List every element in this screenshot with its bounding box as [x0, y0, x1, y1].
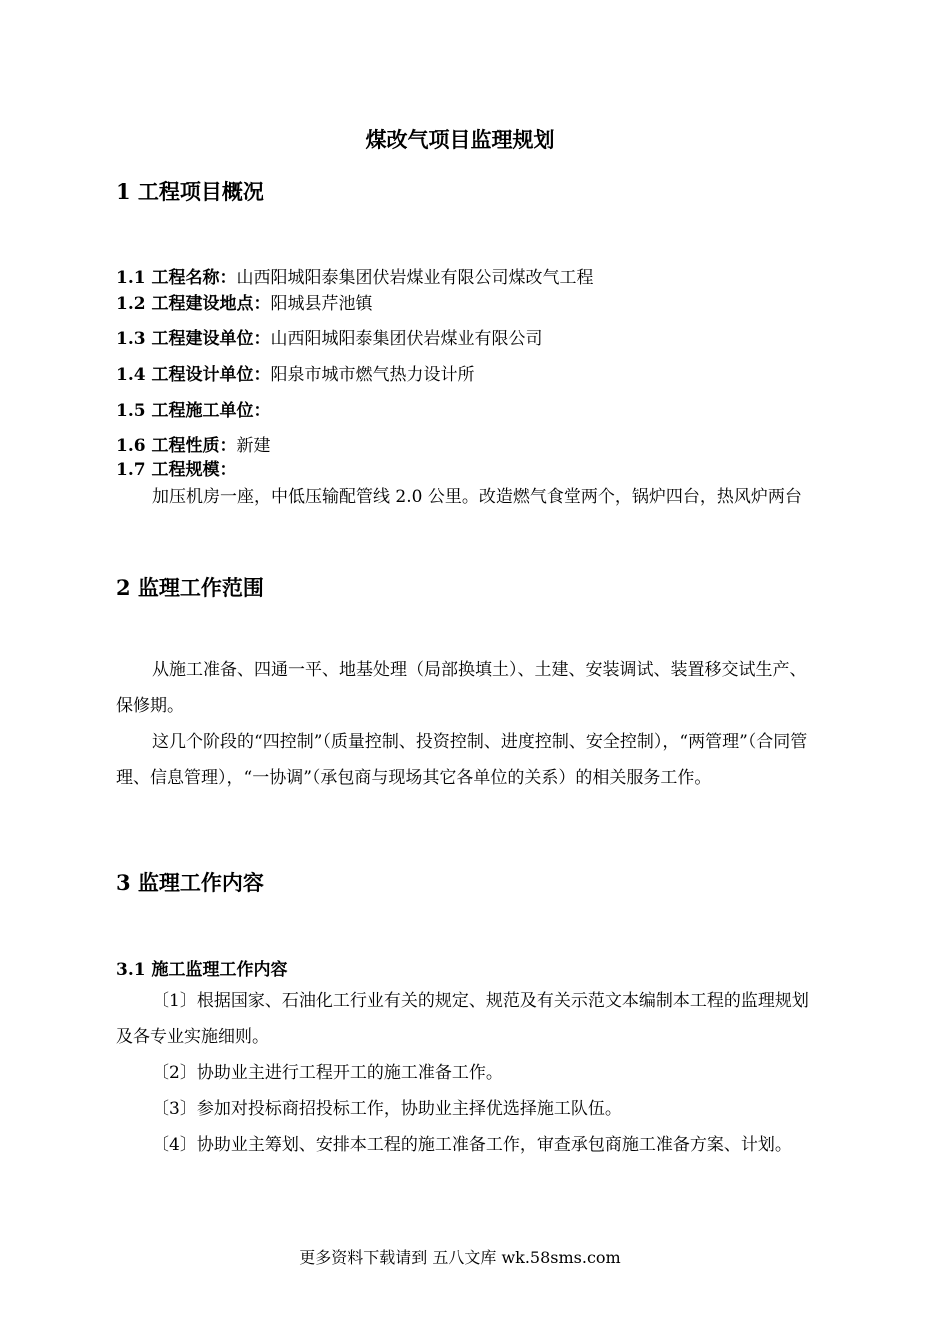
page-footer: 更多资料下载请到 五八文库 wk.58sms.com: [299, 1248, 621, 1267]
overview-line-3: [116, 324, 543, 349]
section-heading-2: 2 监理工作范围: [116, 575, 264, 600]
overview-value: 阳泉市城市燃气热力设计所: [270, 365, 475, 385]
content-item-1: 〔1〕根据国家、石油化工行业有关的规定、规范及有关示范文本编制本工程的监理规划及各专业实施细则。: [116, 991, 809, 1047]
scale-paragraph: 加压机房一座，中低压输配管线 2.0 公里。改造燃气食堂两个，锅炉四台，热风炉两台: [152, 487, 802, 507]
content-item-3: 〔3〕参加对投标商招投标工作，协助业主择优选择施工队伍。: [152, 1099, 622, 1119]
overview-label: 1.2 工程建设地点：: [116, 294, 271, 314]
overview-line-1: [116, 263, 594, 288]
overview-label: 1.7 工程规模：: [116, 460, 237, 480]
overview-line-6: [116, 431, 271, 456]
overview-label: 1.1 工程名称：: [116, 268, 237, 288]
section-heading-1: 1 工程项目概况: [116, 179, 264, 204]
content-item-2: 〔2〕协助业主进行工程开工的施工准备工作。: [152, 1063, 503, 1083]
scope-paragraph-1: 从施工准备、四通一平、地基处理（局部换填土）、土建、安装调试、装置移交试生产、保修期。: [116, 660, 807, 716]
overview-line-7: [116, 455, 237, 480]
subsection-heading-3-1: 3.1 施工监理工作内容: [116, 960, 288, 980]
content-item-4: 〔4〕协助业主筹划、安排本工程的施工准备工作，审查承包商施工准备方案、计划。: [152, 1135, 792, 1155]
overview-line-5: [116, 396, 271, 421]
overview-value: 山西阳城阳泰集团伏岩煤业有限公司: [270, 329, 543, 349]
document-title: 煤改气项目监理规划: [365, 127, 555, 152]
section-heading-3: 3 监理工作内容: [116, 870, 264, 895]
scope-paragraph-2: 这几个阶段的“四控制”（质量控制、投资控制、进度控制、安全控制），“两管理”（合同管理、信息管理），“一协调”（承包商与现场其它各单位的关系）的相关服务工作。: [116, 732, 808, 788]
overview-label: 1.3 工程建设单位：: [116, 329, 271, 349]
overview-label: 1.5 工程施工单位：: [116, 401, 271, 421]
overview-line-2: [116, 289, 373, 314]
overview-value: 新建: [236, 436, 271, 456]
overview-value: 阳城县芹池镇: [270, 294, 373, 314]
overview-value: 山西阳城阳泰集团伏岩煤业有限公司煤改气工程: [236, 268, 594, 288]
overview-label: 1.6 工程性质：: [116, 436, 237, 456]
overview-label: 1.4 工程设计单位：: [116, 365, 271, 385]
overview-line-4: [116, 360, 475, 385]
